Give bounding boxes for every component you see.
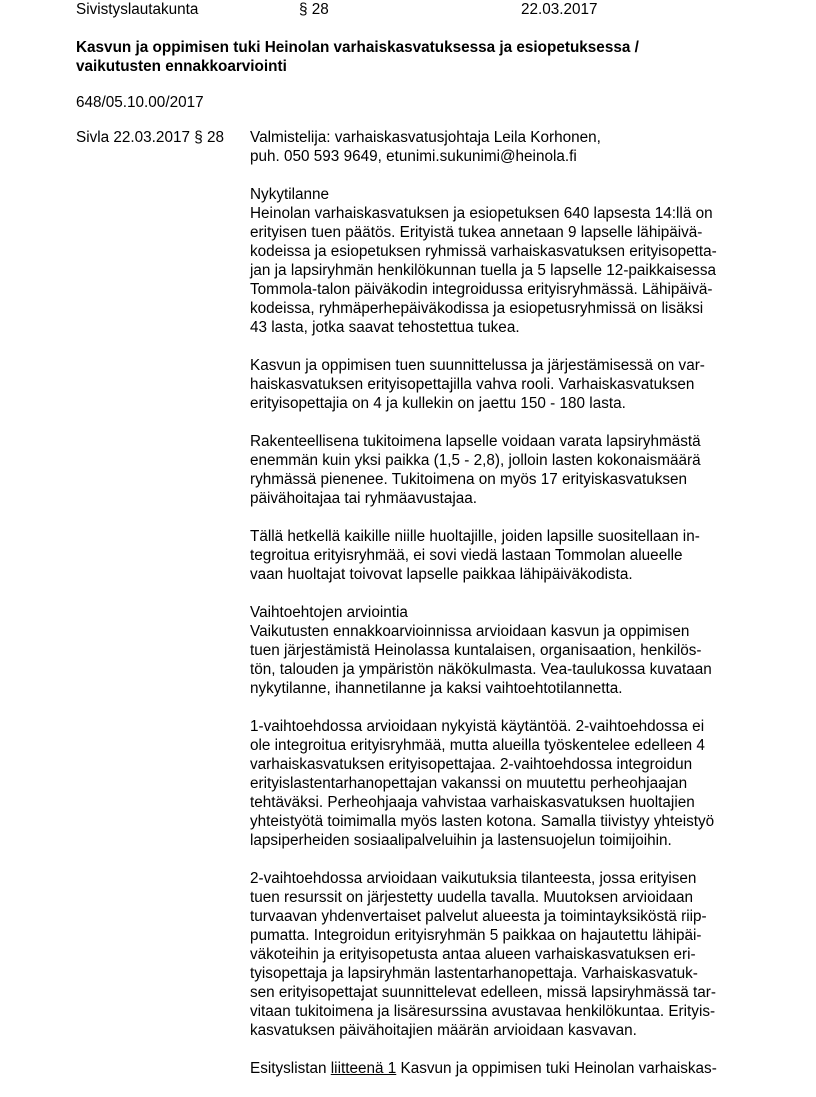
attachment-suffix: Kasvun ja oppimisen tuki Heinolan varhaiskas- bbox=[396, 1060, 717, 1077]
header-date: 22.03.2017 bbox=[521, 1, 598, 18]
attachment-link[interactable]: liitteenä 1 bbox=[330, 1060, 397, 1077]
text-line: väkoteihin ja erityisopetusta antaa alueen varhaiskasvatuksen eri- bbox=[250, 946, 696, 963]
text-line: nykytilanne, ihannetilanne ja kaksi vaihtoehtotilannetta. bbox=[250, 680, 623, 697]
text-line: tyisopettaja ja lapsiryhmän lastentarhanopettaja. Varhaiskasvatuk- bbox=[250, 965, 698, 982]
attachment-prefix: Esityslistan bbox=[250, 1060, 331, 1077]
title-line: Kasvun ja oppimisen tuki Heinolan varhaiskasvatuksessa ja esiopetuksessa / bbox=[76, 39, 639, 56]
text-line: yhteistyötä toimimalla myös lasten kotona. Samalla tiivistyy yhteistyö bbox=[250, 813, 715, 830]
paragraph-current-situation bbox=[250, 185, 770, 337]
text-line: haiskasvatuksen erityisopettajilla vahva rooli. Varhaiskasvatuksen bbox=[250, 376, 695, 393]
paragraph-option-2 bbox=[250, 869, 770, 1040]
text-line: kodeissa ja esiopetuksen ryhmissä varhaiskasvatuksen erityisopetta- bbox=[250, 243, 717, 260]
text-line: kodeissa, ryhmäperhepäiväkodissa ja esiopetusryhmissä on lisäksi bbox=[250, 300, 704, 317]
paragraph-attachment bbox=[250, 1059, 770, 1078]
text-line: erityisopettajia on 4 ja kullekin on jaettu 150 - 180 lasta. bbox=[250, 395, 626, 412]
text-line: kasvatuksen päivähoitajien määrän arvioidaan kasvavan. bbox=[250, 1022, 637, 1039]
paragraph-option-1 bbox=[250, 717, 770, 850]
text-line: Tällä hetkellä kaikille niille huoltajille, joiden lapsille suositellaan in- bbox=[250, 528, 700, 545]
text-line: varhaiskasvatuksen erityisopettajaa. 2-vaihtoehdossa integroidun bbox=[250, 756, 693, 773]
text-line: Vaikutusten ennakkoarvioinnissa arvioidaan kasvun ja oppimisen bbox=[250, 623, 690, 640]
text-line: 1-vaihtoehdossa arvioidaan nykyistä käytäntöä. 2-vaihtoehdossa ei bbox=[250, 718, 705, 735]
text-line: tuen resurssit on järjestetty uudella tavalla. Muutoksen arvioidaan bbox=[250, 889, 694, 906]
text-line: vitaan tukitoimena ja lisäresurssina avustavaa henkilökuntaa. Erityis- bbox=[250, 1003, 716, 1020]
text-line: 2-vaihtoehdossa arvioidaan vaikutuksia tilanteesta, jossa erityisen bbox=[250, 870, 697, 887]
attachment-line bbox=[250, 1059, 770, 1078]
meeting-reference: Sivla 22.03.2017 § 28 bbox=[76, 129, 224, 146]
document-title bbox=[76, 38, 716, 76]
header-board-name: Sivistyslautakunta bbox=[76, 1, 199, 18]
text-line: vaan huoltajat toivovat lapselle paikkaa lähipäiväkodista. bbox=[250, 566, 633, 583]
preparer-line: Valmistelija: varhaiskasvatusjohtaja Leila Korhonen, bbox=[250, 129, 601, 146]
paragraph-special-teachers bbox=[250, 356, 770, 413]
text-line: tuen järjestämistä Heinolassa kuntalaisen, organisaation, henkilös- bbox=[250, 642, 702, 659]
text-line: lapsiperheiden sosiaalipalveluihin ja lastensuojelun toimijoihin. bbox=[250, 832, 672, 849]
text-line: turvaavan yhdenvertaiset palvelut alueesta ja toimintayksiköstä riip- bbox=[250, 908, 707, 925]
text-line: jan ja lapsiryhmän henkilökunnan tuella ja 5 lapselle 12-paikkaisessa bbox=[250, 262, 716, 279]
preparer-info bbox=[250, 128, 770, 166]
text-line: tön, talouden ja ympäristön näkökulmasta. Vea-taulukossa kuvataan bbox=[250, 661, 712, 678]
text-line: erityisen tuen päätös. Erityistä tukea annetaan 9 lapselle lähipäivä- bbox=[250, 224, 703, 241]
text-line: Rakenteellisena tukitoimena lapselle voidaan varata lapsiryhmästä bbox=[250, 433, 701, 450]
text-line: pumatta. Integroidun erityisryhmän 5 paikkaa on hajautettu lähipäi- bbox=[250, 927, 702, 944]
section-heading-alternatives: Vaihtoehtojen arviointia bbox=[250, 604, 408, 621]
text-line: tehtäväksi. Perheohjaaja vahvistaa varhaiskasvatuksen huoltajien bbox=[250, 794, 695, 811]
text-line: Tommola-talon päiväkodin integroidussa erityisryhmässä. Lähipäivä- bbox=[250, 281, 713, 298]
text-line: ryhmässä pienenee. Tukitoimena on myös 17 erityiskasvatuksen bbox=[250, 471, 688, 488]
paragraph-alternatives-assessment bbox=[250, 603, 770, 698]
text-line: ole integroitua erityisryhmää, mutta alueilla työskentelee edelleen 4 bbox=[250, 737, 705, 754]
document-body bbox=[250, 128, 770, 1097]
title-line: vaikutusten ennakkoarviointi bbox=[76, 58, 287, 75]
text-line: enemmän kuin yksi paikka (1,5 - 2,8), jolloin lasten kokonaismäärä bbox=[250, 452, 701, 469]
section-heading-current-situation: Nykytilanne bbox=[250, 186, 330, 203]
paragraph-structural-support bbox=[250, 432, 770, 508]
text-line: 43 lasta, jotka saavat tehostettua tukea. bbox=[250, 319, 520, 336]
text-line: Kasvun ja oppimisen tuen suunnittelussa ja järjestämisessä on var- bbox=[250, 357, 705, 374]
text-line: erityislastentarhanopettajan vakanssi on muutettu perheohjaajan bbox=[250, 775, 688, 792]
document-number: 648/05.10.00/2017 bbox=[76, 94, 204, 111]
paragraph-guardians bbox=[250, 527, 770, 584]
text-line: päivähoitajaa tai ryhmäavustajaa. bbox=[250, 490, 478, 507]
header-section-number: § 28 bbox=[299, 1, 329, 18]
preparer-line: puh. 050 593 9649, etunimi.sukunimi@heinola.fi bbox=[250, 148, 577, 165]
text-line: sen erityisopettajat suunnittelevat edelleen, missä lapsiryhmässä tar- bbox=[250, 984, 716, 1001]
text-line: Heinolan varhaiskasvatuksen ja esiopetuksen 640 lapsesta 14:llä on bbox=[250, 205, 713, 222]
text-line: tegroitua erityisryhmää, ei sovi viedä lastaan Tommolan alueelle bbox=[250, 547, 683, 564]
